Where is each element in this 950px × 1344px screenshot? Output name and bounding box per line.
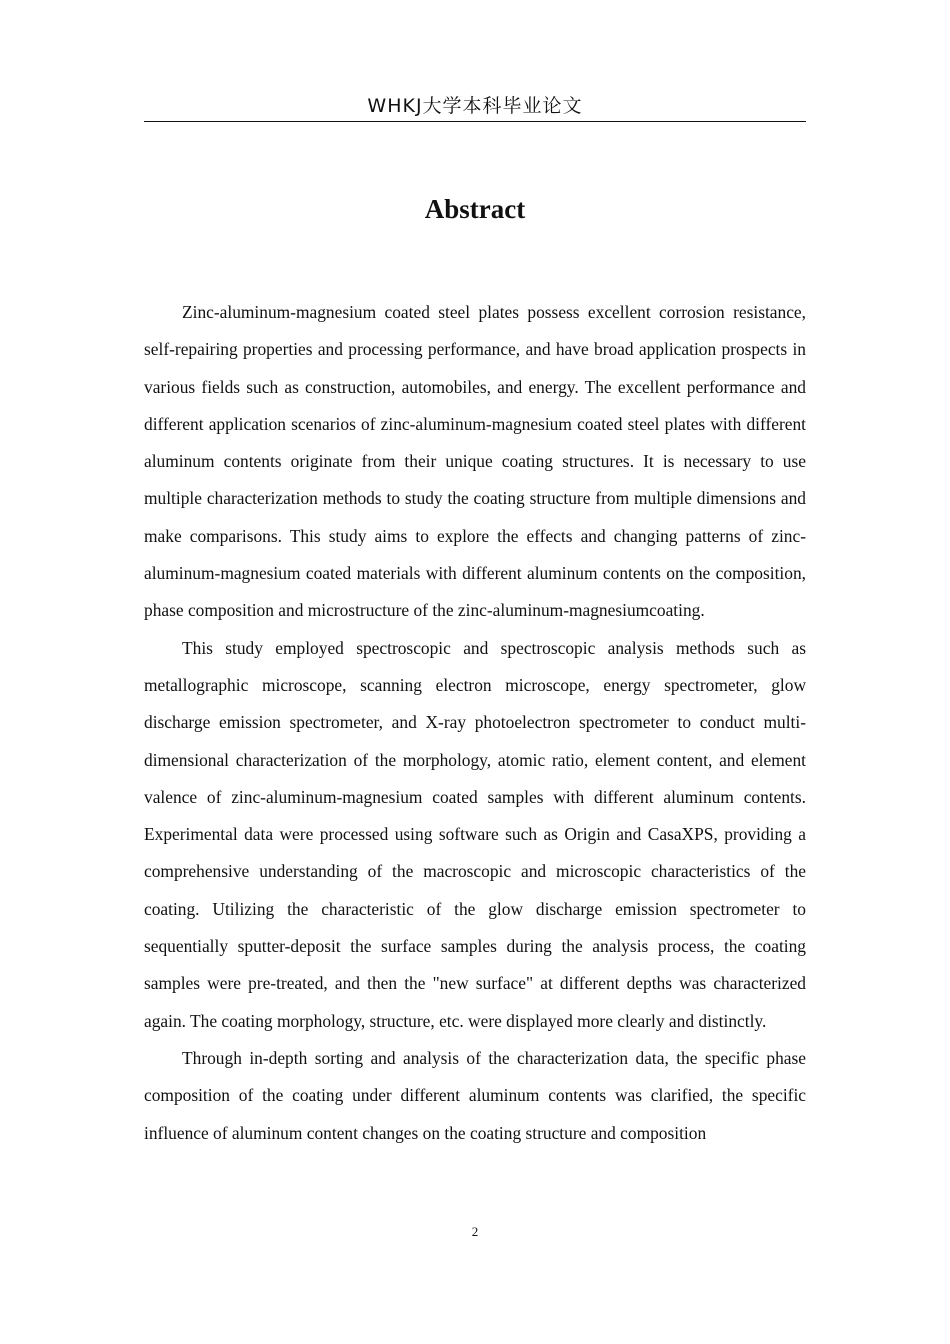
paragraph-3: Through in-depth sorting and analysis of the characterization data, the specific phase composition of the coating under different aluminum contents was clarified, the specific influence of aluminum content changes on the coating structure and composition bbox=[144, 1047, 806, 1143]
page-number: 2 bbox=[471, 1224, 479, 1239]
header-divider bbox=[144, 121, 806, 122]
section-title: Abstract bbox=[424, 194, 526, 224]
paragraph-2: This study employed spectroscopic and spectroscopic analysis methods such as metallographic microscope, scanning electron microscope, energy spectrometer, glow discharge emission spectrometer, and X-ray photoelectron spectrometer to conduct multi-dimensional characterization of the morphology, atomic ratio, element content, and element valence of zinc-aluminum-magnesium coated samples with different aluminum contents. Experimental data were processed using software such as Origin and CasaXPS, providing a comprehensive understanding of the macroscopic and microscopic characteristics of the coating. Utilizing the characteristic of the glow discharge emission spectrometer to sequentially sputter-deposit the surface samples during the analysis process, the coating samples were pre-treated, and then the "new surface" at different depths was characterized again. The coating morphology, structure, etc. were displayed more clearly and distinctly. bbox=[144, 637, 806, 1031]
running-header: WHKJ大学本科毕业论文 bbox=[367, 95, 583, 117]
abstract-body bbox=[144, 294, 806, 1152]
paragraph-1: Zinc-aluminum-magnesium coated steel plates possess excellent corrosion resistance, self-repairing properties and processing performance, and have broad application prospects in various fields such as construction, automobiles, and energy. The excellent performance and different application scenarios of zinc-aluminum-magnesium coated steel plates with different aluminum contents originate from their unique coating structures. It is necessary to use multiple characterization methods to study the coating structure from multiple dimensions and make comparisons. This study aims to explore the effects and changing patterns of zinc-aluminum-magnesium coated materials with different aluminum contents on the composition, phase composition and microstructure of the zinc-aluminum-magnesiumcoating. bbox=[144, 302, 806, 621]
